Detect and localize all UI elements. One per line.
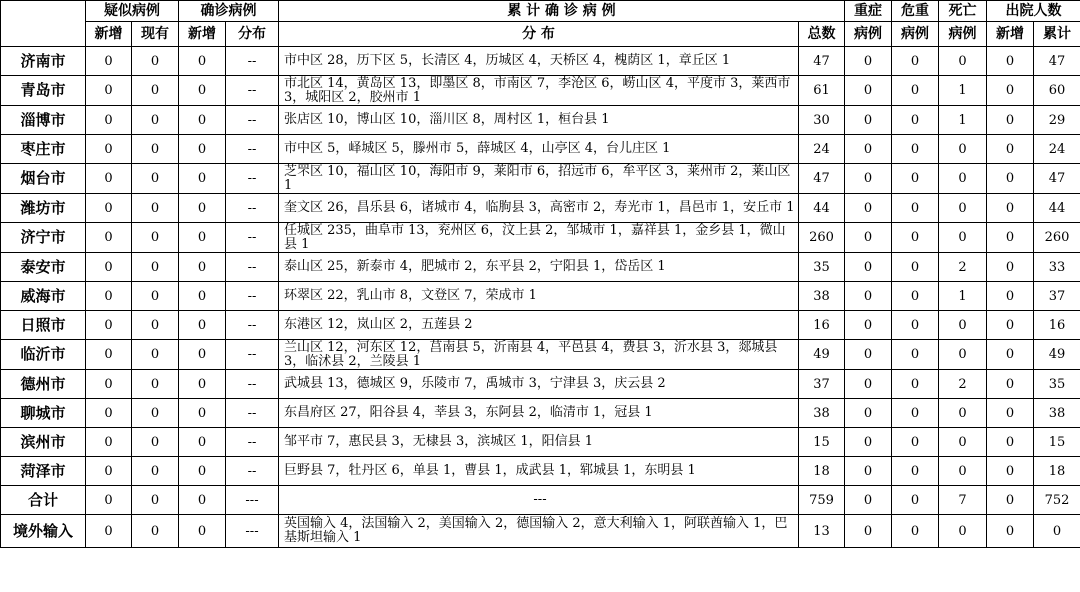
total-cell: 37	[799, 370, 845, 399]
suspected-new-cell: 0	[86, 253, 132, 282]
death-cell: 0	[939, 194, 987, 223]
confirmed-distribution-cell: --	[226, 164, 279, 194]
distribution-cell: 泰山区 25，新泰市 4，肥城市 2，东平县 2，宁阳县 1，岱岳区 1	[279, 253, 799, 282]
header-severe: 重症	[845, 1, 892, 22]
death-cell: 1	[939, 76, 987, 106]
city-cell: 聊城市	[1, 399, 86, 428]
discharged-cumulative-cell: 44	[1034, 194, 1080, 223]
table-row	[1, 399, 1080, 428]
death-cell: 0	[939, 223, 987, 253]
death-cell: 1	[939, 282, 987, 311]
discharged-cumulative-cell: 60	[1034, 76, 1080, 106]
total-cell: 30	[799, 106, 845, 135]
distribution-cell: 任城区 235，曲阜市 13，兖州区 6，汶上县 2，邹城市 1，嘉祥县 1，金乡县 1，微山县 1	[279, 223, 799, 253]
header-confirmed-new: 新增	[179, 22, 226, 47]
suspected-existing-cell: 0	[132, 76, 179, 106]
suspected-existing-cell: 0	[132, 253, 179, 282]
discharged-new-cell: 0	[987, 223, 1034, 253]
critical-cell: 0	[892, 223, 939, 253]
severe-cell: 0	[845, 428, 892, 457]
discharged-cumulative-cell: 37	[1034, 282, 1080, 311]
confirmed-distribution-cell: --	[226, 399, 279, 428]
distribution-cell: 武城县 13，德城区 9，乐陵市 7，禹城市 3，宁津县 3，庆云县 2	[279, 370, 799, 399]
suspected-new-cell: 0	[86, 164, 132, 194]
confirmed-new-cell: 0	[179, 486, 226, 515]
discharged-cumulative-cell: 260	[1034, 223, 1080, 253]
critical-cell: 0	[892, 47, 939, 76]
death-cell: 0	[939, 340, 987, 370]
table-row	[1, 486, 1080, 515]
table-row	[1, 164, 1080, 194]
critical-cell: 0	[892, 76, 939, 106]
table-row	[1, 340, 1080, 370]
discharged-new-cell: 0	[987, 399, 1034, 428]
header-death: 死亡	[939, 1, 987, 22]
table-row	[1, 282, 1080, 311]
critical-cell: 0	[892, 106, 939, 135]
discharged-new-cell: 0	[987, 253, 1034, 282]
header-city	[1, 1, 86, 47]
confirmed-new-cell: 0	[179, 223, 226, 253]
confirmed-new-cell: 0	[179, 76, 226, 106]
total-cell: 260	[799, 223, 845, 253]
header-cumulative-distribution: 分 布	[279, 22, 799, 47]
confirmed-new-cell: 0	[179, 164, 226, 194]
suspected-new-cell: 0	[86, 399, 132, 428]
total-cell: 49	[799, 340, 845, 370]
header-discharged-cumulative: 累计	[1034, 22, 1080, 47]
death-cell: 0	[939, 135, 987, 164]
header-severe-cases: 病例	[845, 22, 892, 47]
critical-cell: 0	[892, 486, 939, 515]
confirmed-distribution-cell: ---	[226, 486, 279, 515]
critical-cell: 0	[892, 135, 939, 164]
confirmed-new-cell: 0	[179, 253, 226, 282]
severe-cell: 0	[845, 47, 892, 76]
header-critical-cases: 病例	[892, 22, 939, 47]
distribution-cell: 东港区 12，岚山区 2，五莲县 2	[279, 311, 799, 340]
discharged-new-cell: 0	[987, 47, 1034, 76]
confirmed-new-cell: 0	[179, 457, 226, 486]
distribution-cell: 环翠区 22，乳山市 8，文登区 7，荣成市 1	[279, 282, 799, 311]
confirmed-distribution-cell: --	[226, 457, 279, 486]
suspected-existing-cell: 0	[132, 164, 179, 194]
table-row	[1, 76, 1080, 106]
city-cell: 淄博市	[1, 106, 86, 135]
severe-cell: 0	[845, 457, 892, 486]
city-cell: 济宁市	[1, 223, 86, 253]
header-suspected: 疑似病例	[86, 1, 179, 22]
suspected-existing-cell: 0	[132, 282, 179, 311]
suspected-existing-cell: 0	[132, 399, 179, 428]
suspected-existing-cell: 0	[132, 47, 179, 76]
city-cell: 临沂市	[1, 340, 86, 370]
suspected-new-cell: 0	[86, 135, 132, 164]
confirmed-new-cell: 0	[179, 340, 226, 370]
suspected-new-cell: 0	[86, 47, 132, 76]
suspected-new-cell: 0	[86, 515, 132, 548]
suspected-existing-cell: 0	[132, 486, 179, 515]
discharged-new-cell: 0	[987, 311, 1034, 340]
critical-cell: 0	[892, 164, 939, 194]
discharged-new-cell: 0	[987, 370, 1034, 399]
discharged-cumulative-cell: 38	[1034, 399, 1080, 428]
discharged-new-cell: 0	[987, 194, 1034, 223]
confirmed-new-cell: 0	[179, 106, 226, 135]
death-cell: 0	[939, 164, 987, 194]
discharged-cumulative-cell: 0	[1034, 515, 1080, 548]
confirmed-distribution-cell: --	[226, 223, 279, 253]
suspected-new-cell: 0	[86, 340, 132, 370]
table-row	[1, 106, 1080, 135]
header-row-1	[1, 1, 1080, 22]
death-cell: 2	[939, 253, 987, 282]
discharged-cumulative-cell: 16	[1034, 311, 1080, 340]
severe-cell: 0	[845, 194, 892, 223]
death-cell: 0	[939, 399, 987, 428]
suspected-existing-cell: 0	[132, 223, 179, 253]
critical-cell: 0	[892, 282, 939, 311]
discharged-cumulative-cell: 33	[1034, 253, 1080, 282]
discharged-new-cell: 0	[987, 486, 1034, 515]
total-cell: 759	[799, 486, 845, 515]
city-cell: 济南市	[1, 47, 86, 76]
critical-cell: 0	[892, 370, 939, 399]
total-cell: 61	[799, 76, 845, 106]
suspected-existing-cell: 0	[132, 194, 179, 223]
severe-cell: 0	[845, 253, 892, 282]
suspected-new-cell: 0	[86, 282, 132, 311]
discharged-cumulative-cell: 35	[1034, 370, 1080, 399]
header-discharged-new: 新增	[987, 22, 1034, 47]
discharged-new-cell: 0	[987, 76, 1034, 106]
discharged-new-cell: 0	[987, 164, 1034, 194]
critical-cell: 0	[892, 428, 939, 457]
suspected-existing-cell: 0	[132, 515, 179, 548]
total-cell: 38	[799, 399, 845, 428]
confirmed-distribution-cell: --	[226, 340, 279, 370]
confirmed-distribution-cell: --	[226, 282, 279, 311]
severe-cell: 0	[845, 515, 892, 548]
distribution-cell: 兰山区 12，河东区 12，莒南县 5，沂南县 4，平邑县 4，费县 3，沂水县 3，郯城县 3，临沭县 2，兰陵县 1	[279, 340, 799, 370]
total-cell: 35	[799, 253, 845, 282]
confirmed-distribution-cell: --	[226, 194, 279, 223]
confirmed-distribution-cell: --	[226, 135, 279, 164]
death-cell: 0	[939, 428, 987, 457]
suspected-new-cell: 0	[86, 223, 132, 253]
confirmed-new-cell: 0	[179, 370, 226, 399]
discharged-cumulative-cell: 15	[1034, 428, 1080, 457]
discharged-cumulative-cell: 47	[1034, 164, 1080, 194]
confirmed-distribution-cell: --	[226, 370, 279, 399]
total-cell: 38	[799, 282, 845, 311]
distribution-cell: 奎文区 26，昌乐县 6，诸城市 4，临朐县 3，高密市 2，寿光市 1，昌邑市 1，安丘市 1	[279, 194, 799, 223]
total-cell: 18	[799, 457, 845, 486]
confirmed-new-cell: 0	[179, 311, 226, 340]
discharged-cumulative-cell: 29	[1034, 106, 1080, 135]
confirmed-distribution-cell: --	[226, 428, 279, 457]
suspected-new-cell: 0	[86, 311, 132, 340]
distribution-cell: 东昌府区 27，阳谷县 4，莘县 3，东阿县 2，临清市 1，冠县 1	[279, 399, 799, 428]
table-row	[1, 428, 1080, 457]
discharged-new-cell: 0	[987, 515, 1034, 548]
table-row	[1, 515, 1080, 548]
table-body	[1, 47, 1080, 548]
header-discharged: 出院人数	[987, 1, 1080, 22]
city-cell: 潍坊市	[1, 194, 86, 223]
table-row	[1, 370, 1080, 399]
critical-cell: 0	[892, 515, 939, 548]
discharged-cumulative-cell: 18	[1034, 457, 1080, 486]
city-cell: 威海市	[1, 282, 86, 311]
discharged-new-cell: 0	[987, 135, 1034, 164]
header-suspected-existing: 现有	[132, 22, 179, 47]
total-cell: 44	[799, 194, 845, 223]
confirmed-new-cell: 0	[179, 428, 226, 457]
distribution-cell: 张店区 10，博山区 10，淄川区 8，周村区 1，桓台县 1	[279, 106, 799, 135]
header-confirmed-distribution: 分布	[226, 22, 279, 47]
table-row	[1, 253, 1080, 282]
discharged-cumulative-cell: 752	[1034, 486, 1080, 515]
table-row	[1, 47, 1080, 76]
header-suspected-new: 新增	[86, 22, 132, 47]
city-cell: 泰安市	[1, 253, 86, 282]
suspected-new-cell: 0	[86, 428, 132, 457]
distribution-cell: 市北区 14，黄岛区 13，即墨区 8，市南区 7，李沧区 6，崂山区 4，平度市 3，莱西市 3，城阳区 2，胶州市 1	[279, 76, 799, 106]
confirmed-new-cell: 0	[179, 47, 226, 76]
confirmed-distribution-cell: --	[226, 253, 279, 282]
discharged-new-cell: 0	[987, 340, 1034, 370]
discharged-new-cell: 0	[987, 106, 1034, 135]
table-row	[1, 311, 1080, 340]
confirmed-distribution-cell: --	[226, 106, 279, 135]
distribution-cell: 英国输入 4，法国输入 2，美国输入 2，德国输入 2，意大利输入 1，阿联酋输入 1，巴基斯坦输入 1	[279, 515, 799, 548]
suspected-new-cell: 0	[86, 194, 132, 223]
header-confirmed: 确诊病例	[179, 1, 279, 22]
distribution-cell: 市中区 28，历下区 5，长清区 4，历城区 4，天桥区 4，槐荫区 1，章丘区 1	[279, 47, 799, 76]
total-cell: 47	[799, 47, 845, 76]
suspected-existing-cell: 0	[132, 135, 179, 164]
total-cell: 15	[799, 428, 845, 457]
severe-cell: 0	[845, 486, 892, 515]
critical-cell: 0	[892, 399, 939, 428]
suspected-existing-cell: 0	[132, 106, 179, 135]
severe-cell: 0	[845, 135, 892, 164]
death-cell: 0	[939, 47, 987, 76]
critical-cell: 0	[892, 457, 939, 486]
suspected-new-cell: 0	[86, 370, 132, 399]
distribution-cell: 巨野县 7，牡丹区 6，单县 1，曹县 1，成武县 1，郓城县 1，东明县 1	[279, 457, 799, 486]
suspected-existing-cell: 0	[132, 457, 179, 486]
discharged-new-cell: 0	[987, 428, 1034, 457]
confirmed-distribution-cell: --	[226, 76, 279, 106]
suspected-new-cell: 0	[86, 106, 132, 135]
distribution-cell: 邹平市 7，惠民县 3，无棣县 3，滨城区 1，阳信县 1	[279, 428, 799, 457]
city-cell: 境外输入	[1, 515, 86, 548]
severe-cell: 0	[845, 76, 892, 106]
death-cell: 0	[939, 515, 987, 548]
city-cell: 德州市	[1, 370, 86, 399]
severe-cell: 0	[845, 399, 892, 428]
suspected-existing-cell: 0	[132, 340, 179, 370]
city-cell: 滨州市	[1, 428, 86, 457]
city-cell: 合计	[1, 486, 86, 515]
city-cell: 菏泽市	[1, 457, 86, 486]
confirmed-new-cell: 0	[179, 194, 226, 223]
discharged-new-cell: 0	[987, 457, 1034, 486]
header-total: 总数	[799, 22, 845, 47]
total-cell: 13	[799, 515, 845, 548]
table-row	[1, 223, 1080, 253]
confirmed-distribution-cell: --	[226, 311, 279, 340]
death-cell: 0	[939, 311, 987, 340]
discharged-cumulative-cell: 47	[1034, 47, 1080, 76]
death-cell: 1	[939, 106, 987, 135]
header-death-cases: 病例	[939, 22, 987, 47]
suspected-new-cell: 0	[86, 486, 132, 515]
total-cell: 16	[799, 311, 845, 340]
suspected-existing-cell: 0	[132, 428, 179, 457]
critical-cell: 0	[892, 311, 939, 340]
severe-cell: 0	[845, 106, 892, 135]
discharged-cumulative-cell: 24	[1034, 135, 1080, 164]
critical-cell: 0	[892, 340, 939, 370]
critical-cell: 0	[892, 253, 939, 282]
table-row	[1, 135, 1080, 164]
death-cell: 0	[939, 457, 987, 486]
severe-cell: 0	[845, 282, 892, 311]
confirmed-new-cell: 0	[179, 399, 226, 428]
suspected-new-cell: 0	[86, 457, 132, 486]
confirmed-new-cell: 0	[179, 515, 226, 548]
discharged-new-cell: 0	[987, 282, 1034, 311]
suspected-existing-cell: 0	[132, 311, 179, 340]
confirmed-distribution-cell: ---	[226, 515, 279, 548]
confirmed-new-cell: 0	[179, 135, 226, 164]
total-cell: 47	[799, 164, 845, 194]
discharged-cumulative-cell: 49	[1034, 340, 1080, 370]
confirmed-distribution-cell: --	[226, 47, 279, 76]
severe-cell: 0	[845, 164, 892, 194]
city-cell: 日照市	[1, 311, 86, 340]
critical-cell: 0	[892, 194, 939, 223]
table-row	[1, 194, 1080, 223]
death-cell: 2	[939, 370, 987, 399]
suspected-new-cell: 0	[86, 76, 132, 106]
header-row-2	[1, 22, 1080, 47]
severe-cell: 0	[845, 370, 892, 399]
death-cell: 7	[939, 486, 987, 515]
city-cell: 枣庄市	[1, 135, 86, 164]
table-row	[1, 457, 1080, 486]
total-cell: 24	[799, 135, 845, 164]
header-cumulative: 累 计 确 诊 病 例	[279, 1, 845, 22]
distribution-cell: 市中区 5，峄城区 5，滕州市 5，薛城区 4，山亭区 4，台儿庄区 1	[279, 135, 799, 164]
severe-cell: 0	[845, 340, 892, 370]
severe-cell: 0	[845, 223, 892, 253]
city-cell: 烟台市	[1, 164, 86, 194]
distribution-cell: ---	[279, 486, 799, 515]
severe-cell: 0	[845, 311, 892, 340]
header-critical: 危重	[892, 1, 939, 22]
suspected-existing-cell: 0	[132, 370, 179, 399]
confirmed-new-cell: 0	[179, 282, 226, 311]
city-cell: 青岛市	[1, 76, 86, 106]
distribution-cell: 芝罘区 10，福山区 10，海阳市 9，莱阳市 6，招远市 6，牟平区 3，莱州市 2，莱山区 1	[279, 164, 799, 194]
